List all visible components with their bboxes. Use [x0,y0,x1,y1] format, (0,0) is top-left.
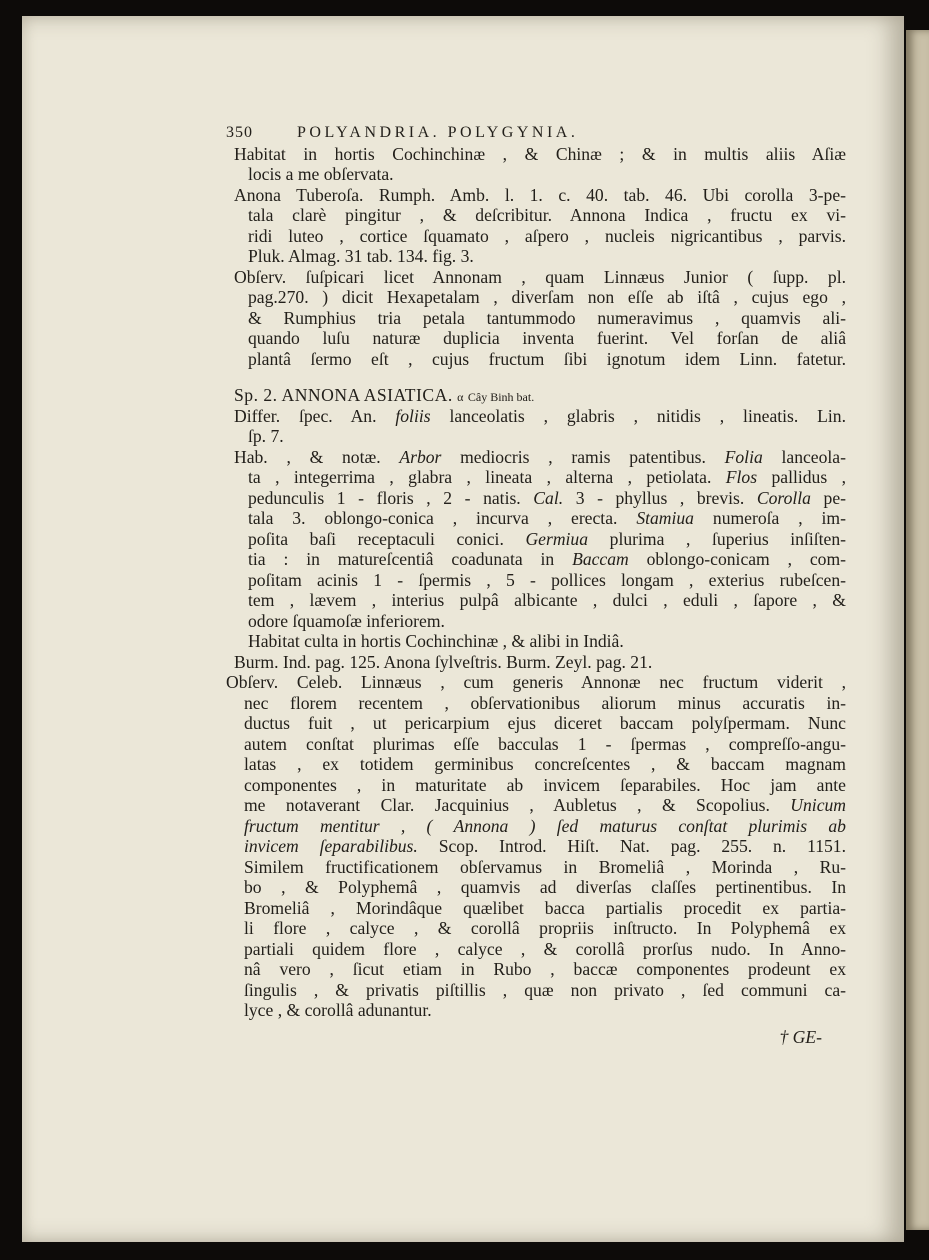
text-line: ta , integerrima , glabra , lineata , alterna , petiolata. Flos pallidus , [248,467,846,487]
text-line: latas , ex totidem germinibus concreſcentes , & baccam magnam [244,754,846,774]
text-line: poſita baſi receptaculi conici. Germiua plurima , ſuperius inſiſten- [248,528,847,549]
text-line: tala 3. oblongo-conica , incurva , erecta. Stamiua numeroſa , im- [248,508,846,528]
text-line: tala clarè pingitur , & deſcribitur. Annona Indica , fructu ex vi- [248,205,846,225]
text-line: componentes , in maturitate ab invicem ſeparabiles. Hoc jam ante [244,774,846,795]
text-line: nâ vero , ſicut etiam in Rubo , baccæ componentes prodeunt ex [244,959,846,979]
text-line: Similem fructificationem obſervamus in Bromeliâ , Morinda , Ru- [244,856,846,877]
text-line: nec florem recentem , obſervationibus aliorum minus accuratis in- [244,692,846,713]
running-header [226,123,846,144]
text-line: pedunculis 1 - floris , 2 - natis. Cal. 3 - phyllus , brevis. Corolla pe- [248,487,846,508]
text-line: pag.270. ) dicit Hexapetalam , diverſam non eſſe ab iſtâ , cujus ego , [248,287,846,307]
text-line: Differ. ſpec. An. foliis lanceolatis , glabris , nitidis , lineatis. Lin. [234,405,846,426]
adjacent-page-edge [906,30,929,1230]
text-line: autem conſtat plurimas eſſe bacculas 1 - ſpermas , compreſſo-angu- [244,733,846,754]
text-line: Bromeliâ , Morindâque quælibet bacca partialis procedit ex partia- [244,897,846,918]
species-heading [226,385,846,406]
text-line: Obſerv. ſuſpicari licet Annonam , quam Linnæus Junior ( ſupp. pl. [234,266,846,287]
text-line: me notaverant Clar. Jacquinius , Aubletus , & Scopolius. Unicum [244,795,846,815]
text-line: tia : in matureſcentiâ coadunata in Baccam oblongo-conicam , com- [248,549,847,569]
paragraph-gap [226,369,846,385]
text-line: lyce , & corollâ adunantur. [244,1000,432,1020]
variety-mark: α [457,390,464,404]
page-text-block [226,123,846,1047]
text-line: ductus fuit , ut pericarpium ejus diceret baccam polyſpermam. Nunc [244,713,846,733]
page-number: 350 [226,124,253,141]
text-line: poſitam acinis 1 - ſpermis , 5 - pollices longam , exterius rubeſcen- [248,569,846,590]
text-line: Pluk. Almag. 31 tab. 134. fig. 3. [248,246,474,266]
text-line: ſingulis , & privatis piſtillis , quæ non privato , ſed communi ca- [244,979,846,1000]
text-line: Habitat in hortis Cochinchinæ , & Chinæ ; & in multis aliis Aſiæ [234,143,846,164]
text-line: locis a me obſervata. [248,164,394,184]
text-line: plantâ ſermo eſt , cujus fructum ſibi ignotum idem Linn. fatetur. [248,348,846,369]
text-line: partiali quidem flore , calyce , & corollâ prorſus nudo. In Anno- [244,938,846,959]
text-line: invicem ſeparabilibus. Scop. Introd. Hiſt. Nat. pag. 255. n. 1151. [244,836,847,856]
text-line: quando luſu naturæ duplicia inventa fuerint. Vel forſan de aliâ [248,328,846,348]
text-line: tem , lævem , interius pulpâ albicante , dulci , eduli , ſapore , & [248,590,846,610]
text-line: & Rumphius tria petala tantummodo numeravimus , quamvis ali- [248,307,846,328]
text-line: bo , & Polyphemâ , quamvis ad diverſas claſſes pertinentibus. In [244,877,846,897]
text-line: Hab. , & notæ. Arbor mediocris , ramis patentibus. Folia lanceola- [234,446,846,467]
text-line: Obſerv. Celeb. Linnæus , cum generis Annonæ nec fructum viderit , [226,672,846,692]
text-line: ridi luteo , cortice ſquamato , aſpero , nucleis nigricantibus , parvis. [248,225,846,246]
text-line: fructum mentitur , ( Annona ) ſed maturus conſtat plurimis ab [244,815,846,836]
running-title: POLYANDRIA. POLYGYNIA. [297,124,579,141]
text-line: ſp. 7. [248,426,284,446]
vernacular-name: Cây Binh bat. [467,390,535,404]
text-line: li flore , calyce , & corollâ propriis inſtructo. In Polyphemâ ex [244,918,846,938]
text-line: Anona Tuberoſa. Rumph. Amb. l. 1. c. 40. tab. 46. Ubi corolla 3-pe- [234,184,846,205]
text-line: odore ſquamoſæ inferiorem. [248,610,445,631]
species-title: Sp. 2. ANNONA ASIATICA. [234,385,453,405]
text-line: Habitat culta in hortis Cochinchinæ , & alibi in Indiâ. [248,631,624,651]
catchword: † GE- [779,1026,822,1047]
text-line: Burm. Ind. pag. 125. Anona ſylveſtris. Burm. Zeyl. pag. 21. [234,651,653,672]
